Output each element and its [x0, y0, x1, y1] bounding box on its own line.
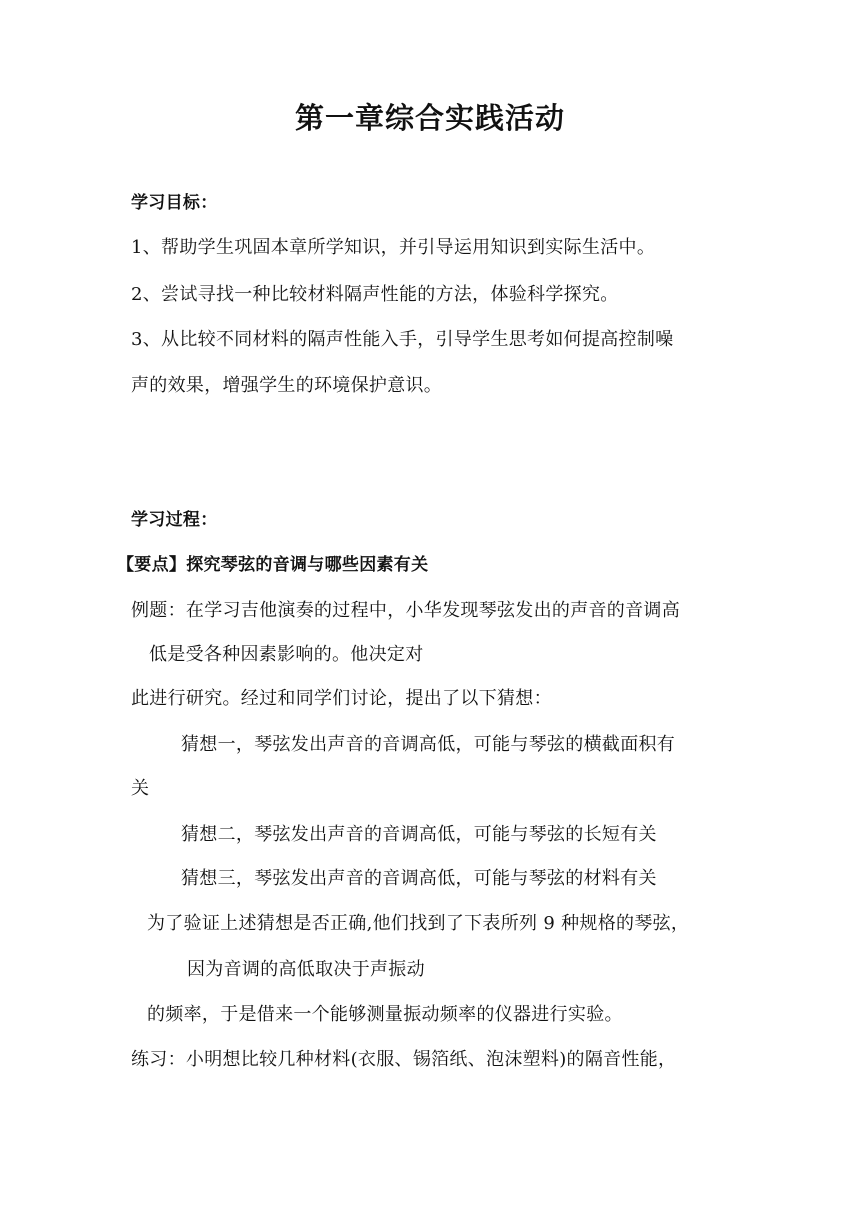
objective-item-2: 2、尝试寻找一种比较材料隔声性能的方法，体验科学探究。: [131, 284, 619, 305]
objective-item-3-continued: 声的效果，增强学生的环境保护意识。: [131, 375, 443, 396]
example-line-1: 例题：在学习吉他演奏的过程中，小华发现琴弦发出的声音的音调高: [131, 600, 680, 621]
objective-item-1: 1、帮助学生巩固本章所学知识，并引导运用知识到实际生活中。: [131, 237, 656, 258]
hypothesis-3: 猜想三，琴弦发出声音的音调高低，可能与琴弦的材料有关: [181, 868, 657, 889]
document-title: 第一章综合实践活动: [294, 101, 565, 135]
example-line-frequency: 的频率，于是借来一个能够测量振动频率的仪器进行实验。: [147, 1004, 623, 1025]
example-line-2: 低是受各种因素影响的。他决定对: [149, 644, 424, 665]
example-line-3: 此进行研究。经过和同学们讨论，提出了以下猜想：: [131, 688, 552, 709]
process-heading: 学习过程：: [131, 510, 218, 530]
objective-item-3: 3、从比较不同材料的隔声性能入手，引导学生思考如何提高控制噪: [131, 329, 674, 350]
exercise-line: 练习：小明想比较几种材料(衣服、锡箔纸、泡沫塑料)的隔音性能，: [131, 1049, 677, 1070]
objectives-heading: 学习目标：: [131, 193, 218, 213]
hypothesis-1-continued: 关: [131, 778, 150, 799]
example-line-verification: 为了验证上述猜想是否正确,他们找到了下表所列 9 种规格的琴弦，: [147, 913, 690, 934]
hypothesis-2: 猜想二，琴弦发出声音的音调高低，可能与琴弦的长短有关: [181, 824, 657, 845]
hypothesis-1: 猜想一，琴弦发出声音的音调高低，可能与琴弦的横截面积有: [181, 734, 676, 755]
key-point-heading: 【要点】探究琴弦的音调与哪些因素有关: [117, 555, 429, 575]
example-line-pitch: 因为音调的高低取决于声振动: [187, 959, 425, 980]
